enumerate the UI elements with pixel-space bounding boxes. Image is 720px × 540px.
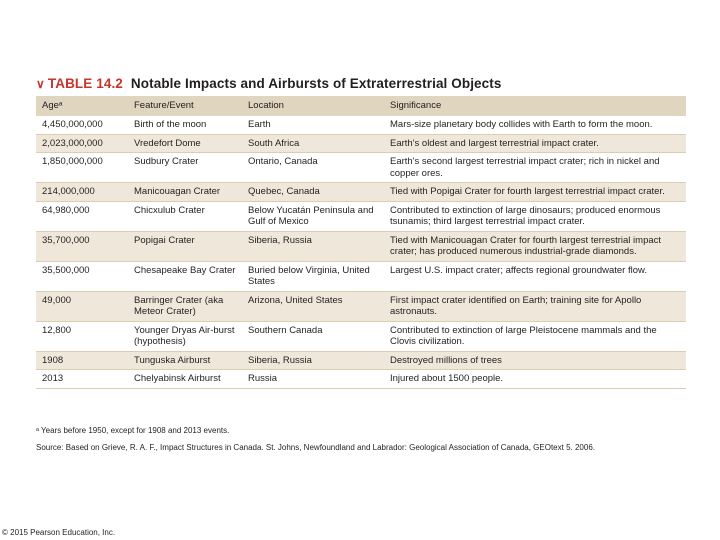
- table-row: [36, 321, 686, 351]
- cell-location: South Africa: [242, 134, 384, 153]
- table-row: [36, 153, 686, 183]
- cell-location: Arizona, United States: [242, 291, 384, 321]
- cell-feature: Manicouagan Crater: [128, 183, 242, 202]
- footnotes: [36, 425, 596, 453]
- cell-feature: Popigai Crater: [128, 231, 242, 261]
- cell-feature: Barringer Crater (aka Meteor Crater): [128, 291, 242, 321]
- cell-significance: First impact crater identified on Earth; training site for Apollo astronauts.: [384, 291, 686, 321]
- header-row: [36, 96, 686, 116]
- table-row: [36, 370, 686, 389]
- cell-age: 35,500,000: [36, 261, 128, 291]
- cell-feature: Sudbury Crater: [128, 153, 242, 183]
- impacts-table: [36, 96, 686, 389]
- cell-age: 49,000: [36, 291, 128, 321]
- cell-age: 2,023,000,000: [36, 134, 128, 153]
- cell-significance: Earth's oldest and largest terrestrial impact crater.: [384, 134, 686, 153]
- table-row: [36, 134, 686, 153]
- cell-feature: Tunguska Airburst: [128, 351, 242, 370]
- cell-location: Buried below Virginia, United States: [242, 261, 384, 291]
- table-row: [36, 351, 686, 370]
- cell-location: Russia: [242, 370, 384, 389]
- table-row: [36, 201, 686, 231]
- collapse-chevron-icon: ∨: [36, 77, 45, 91]
- cell-age: 1908: [36, 351, 128, 370]
- source-note: Source: Based on Grieve, R. A. F., Impact Structures in Canada. St. Johns, Newfoundland and Labrador: Geological Association of Canada, GEOtext 5. 2006.: [36, 443, 595, 452]
- cell-age: 12,800: [36, 321, 128, 351]
- header-significance: Significance: [384, 96, 686, 116]
- header-age: Ageᵃ: [36, 96, 128, 116]
- cell-significance: Injured about 1500 people.: [384, 370, 686, 389]
- cell-age: 214,000,000: [36, 183, 128, 202]
- cell-location: Southern Canada: [242, 321, 384, 351]
- cell-age: 35,700,000: [36, 231, 128, 261]
- table-row: [36, 261, 686, 291]
- cell-location: Ontario, Canada: [242, 153, 384, 183]
- cell-age: 64,980,000: [36, 201, 128, 231]
- cell-location: Quebec, Canada: [242, 183, 384, 202]
- cell-feature: Vredefort Dome: [128, 134, 242, 153]
- cell-feature: Younger Dryas Air-burst (hypothesis): [128, 321, 242, 351]
- table-row: [36, 116, 686, 134]
- cell-significance: Tied with Manicouagan Crater for fourth largest terrestrial impact crater; has produced numerous industrial-grade diamonds.: [384, 231, 686, 261]
- header-feature-event: Feature/Event: [128, 96, 242, 116]
- cell-feature: Chicxulub Crater: [128, 201, 242, 231]
- cell-significance: Contributed to extinction of large Pleistocene mammals and the Clovis civilization.: [384, 321, 686, 351]
- cell-feature: Birth of the moon: [128, 116, 242, 134]
- cell-significance: Earth's second largest terrestrial impact crater; rich in nickel and copper ores.: [384, 153, 686, 183]
- cell-significance: Tied with Popigai Crater for fourth largest terrestrial impact crater.: [384, 183, 686, 202]
- cell-significance: Largest U.S. impact crater; affects regional groundwater flow.: [384, 261, 686, 291]
- cell-location: Siberia, Russia: [242, 231, 384, 261]
- cell-feature: Chesapeake Bay Crater: [128, 261, 242, 291]
- cell-significance: Destroyed millions of trees: [384, 351, 686, 370]
- cell-age: 4,450,000,000: [36, 116, 128, 134]
- copyright-notice: © 2015 Pearson Education, Inc.: [2, 528, 116, 537]
- table-row: [36, 231, 686, 261]
- cell-age: 1,850,000,000: [36, 153, 128, 183]
- table-title: [36, 76, 501, 91]
- table-row: [36, 183, 686, 202]
- footnote-a: ᵃ Years before 1950, except for 1908 and 2013 events.: [36, 426, 230, 435]
- table-caption: Notable Impacts and Airbursts of Extraterrestrial Objects: [130, 76, 502, 91]
- table-number: TABLE 14.2: [47, 76, 123, 91]
- cell-location: Siberia, Russia: [242, 351, 384, 370]
- table-row: [36, 291, 686, 321]
- cell-location: Earth: [242, 116, 384, 134]
- cell-age: 2013: [36, 370, 128, 389]
- cell-significance: Mars-size planetary body collides with Earth to form the moon.: [384, 116, 686, 134]
- header-location: Location: [242, 96, 384, 116]
- cell-location: Below Yucatán Peninsula and Gulf of Mexico: [242, 201, 384, 231]
- cell-significance: Contributed to extinction of large dinosaurs; produced enormous tsunamis; third largest terrestrial impact crater.: [384, 201, 686, 231]
- cell-feature: Chelyabinsk Airburst: [128, 370, 242, 389]
